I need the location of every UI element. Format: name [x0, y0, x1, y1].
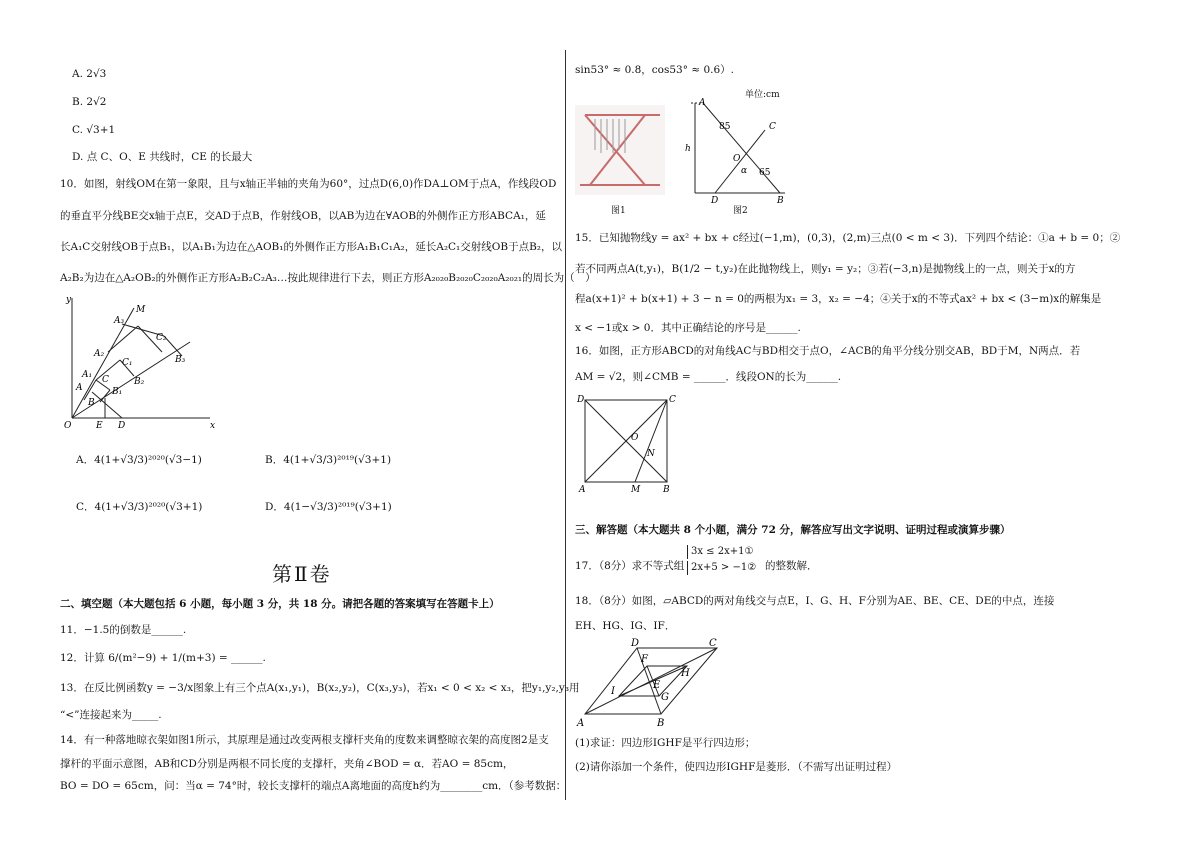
q11: 11．−1.5的倒数是______.: [60, 624, 187, 636]
option-a: A. 2√3: [72, 68, 107, 80]
fig2-label-D: D: [711, 196, 719, 205]
fig10-label-A2: A₂: [94, 349, 105, 359]
figure2-caption: 图2: [733, 206, 748, 216]
section3-heading: 三、解答题（本大题共 8 个小题，满分 72 分，解答应写出文字说明、证明过程或演算步骤）: [575, 524, 1011, 536]
q16-label-M: M: [631, 485, 641, 494]
fig10-label-A: A: [76, 383, 83, 393]
fig2-label-A: A: [699, 98, 706, 108]
option-c: C. √3+1: [72, 124, 116, 136]
q18-label-D: D: [631, 638, 640, 649]
q17-system-top: 3x ≤ 2x+1①: [687, 545, 753, 559]
fig10-label-D: D: [118, 421, 126, 430]
fig10-label-M: M: [136, 305, 146, 315]
section-title: 第Ⅱ卷: [272, 562, 332, 586]
q18-label-B: B: [657, 718, 665, 729]
q13-line1: 13．在反比例函数y = −3/x图象上有三个点A(x₁,y₁)，B(x₂,y₂)，C(x₃,y₃)，若x₁ < 0 < x₂ < x₃，把y₁,y₂,y₃用: [60, 682, 580, 694]
fig10-label-B3: B₃: [175, 355, 186, 365]
fig2-label-h: h: [685, 144, 691, 154]
q14-line1: 14．有一种落地晾衣架如图1所示，其原理是通过改变两根支撑杆夹角的度数来调整晾衣架的高度图2是支: [60, 734, 549, 746]
q18-label-I: I: [611, 686, 615, 697]
figure1-caption: 图1: [611, 206, 626, 216]
q14-reference: sin53° ≈ 0.8，cos53° ≈ 0.6）.: [575, 64, 735, 76]
fig10-label-y: y: [66, 295, 72, 305]
q16-label-N: N: [647, 449, 655, 459]
q12: 12．计算 6/(m²−9) + 1/(m+3) = ______.: [60, 652, 266, 664]
option-d: D. 点 C、O、E 共线时，CE 的长最大: [72, 151, 253, 163]
fig10-label-C: C: [102, 375, 109, 385]
fig2-label-O: O: [733, 154, 741, 164]
q18-label-F: F: [641, 654, 648, 665]
q18-label-A: A: [577, 718, 585, 729]
q18-part2: (2)请你添加一个条件，使四边形IGHF是菱形．（不需写出证明过程）: [575, 761, 898, 773]
q18-parallelogram-figure: [575, 634, 725, 730]
fig10-label-A1: A₁: [82, 370, 93, 380]
q18-label-E: E: [653, 680, 661, 691]
fig10-label-C1: C₁: [122, 358, 133, 368]
fig10-label-C2: C₂: [156, 333, 167, 343]
q16-square-figure: [575, 392, 685, 494]
q16-line1: 16．如图，正方形ABCD的对角线AC与BD相交于点O，∠ACB的角平分线分别交AB，BD于M，N两点．若: [575, 345, 1081, 357]
fig10-label-A3: A₃: [114, 316, 125, 326]
fig10-label-E: E: [96, 421, 103, 430]
section2-heading: 二、填空题（本大题包括 6 小题，每小题 3 分，共 18 分。请把各题的答案填写在答题卡上）: [60, 598, 500, 610]
fig10-label-B1: B₁: [112, 387, 123, 397]
q10-line1: 10．如图，射线OM在第一象限，且与x轴正半轴的夹角为60°，过点D(6,0)作DA⊥OM于点A，作线段OD: [60, 178, 557, 190]
q15-line4: x < −1或x > 0．其中正确结论的序号是______.: [575, 322, 801, 334]
q10-option-c: C．4(1+√3/3)²⁰²⁰(√3+1): [76, 501, 203, 513]
q15-line2: 若不同两点A(t,y₁)，B(1/2 − t,y₂)在此抛物线上，则y₁ = y₂；③若(−3,n)是抛物线上的一点，则关于x的方: [575, 263, 1076, 275]
q10-option-b: B．4(1+√3/3)²⁰¹⁹(√3+1): [265, 454, 392, 466]
q10-figure: [60, 290, 220, 430]
fig2-label-alpha: α: [741, 166, 748, 176]
clothes-rack-photo: [575, 105, 665, 195]
q16-line2: AM = √2，则∠CMB = ______．线段ON的长为______.: [575, 371, 842, 383]
option-b: B. 2√2: [72, 96, 107, 108]
q18-line2: EH、HG、IG、IF．: [575, 620, 676, 632]
q10-line3: 长A₁C交射线OB于点B₁，以A₁B₁为边在△AOB₁的外侧作正方形A₁B₁C₁A₂，延长A₂C₁交射线OB于点B₂，以: [60, 241, 563, 253]
q18-label-C: C: [709, 638, 717, 649]
q10-option-a: A．4(1+√3/3)²⁰²⁰(√3−1): [76, 454, 202, 466]
q14-line3: BO = DO = 65cm，问：当α = 74°时，较长支撑杆的端点A离地面的高度h约为________cm．（参考数据：: [60, 780, 567, 792]
q16-label-A: A: [579, 485, 586, 494]
fig2-label-85: 85: [719, 122, 731, 132]
q10-line4: A₂B₂为边在△A₂OB₂的外侧作正方形A₂B₂C₂A₃…按此规律进行下去，则正方形A₂₀₂₀B₂₀₂₀C₂₀₂₀A₂₀₂₁的周长为（ ）: [60, 272, 596, 284]
fig2-label-B: B: [777, 196, 784, 205]
fig10-label-B2: B₂: [134, 377, 145, 387]
q15-line3: 程a(x+1)² + b(x+1) + 3 − n = 0的两根为x₁ = 3，x₂ = −4；④关于x的不等式ax² + bx < (3−m)x的解集是: [575, 293, 1102, 305]
q18-part1: (1)求证：四边形IGHF是平行四边形；: [575, 737, 756, 749]
q16-label-B: B: [663, 485, 670, 494]
q18-line1: 18．（8分）如图，▱ABCD的两对角线交与点E，I、G、H、F分别为AE、BE、CE、DE的中点，连接: [575, 595, 1055, 607]
q16-label-D: D: [577, 395, 585, 405]
q10-line2: 的垂直平分线BE交x轴于点E，交AD于点B，作射线OB，以AB为边在∀AOB的外侧作正方形ABCA₁，延: [60, 210, 546, 222]
fig10-label-B: B: [88, 398, 95, 408]
q16-label-C: C: [669, 395, 676, 405]
fig10-label-x: x: [210, 421, 216, 430]
q17-suffix: 的整数解．: [765, 560, 818, 572]
fig2-label-C: C: [769, 122, 776, 132]
q14-line2: 撑杆的平面示意图，AB和CD分别是两根不同长度的支撑杆，夹角∠BOD = α．若AO = 85cm，: [60, 758, 514, 770]
q16-label-O: O: [631, 433, 639, 443]
q10-option-d: D．4(1−√3/3)²⁰¹⁹(√3+1): [265, 501, 392, 513]
unit-label: 单位:cm: [745, 90, 780, 100]
q15-line1: 15．已知抛物线y = ax² + bx + c经过(−1,m)，(0,3)，(2,m)三点(0 < m < 3)．下列四个结论：①a + b = 0；②: [575, 232, 1121, 244]
q18-label-G: G: [661, 692, 669, 703]
figure2-diagram: [685, 95, 795, 205]
fig10-label-O: O: [64, 421, 72, 430]
q17-prefix: 17．（8分）求不等式组: [575, 560, 685, 572]
q18-label-H: H: [681, 668, 690, 679]
q17-system-bottom: 2x+5 > −1②: [687, 561, 756, 575]
fig2-label-65: 65: [759, 168, 771, 178]
q13-line2: “<”连接起来为_____.: [60, 709, 162, 721]
